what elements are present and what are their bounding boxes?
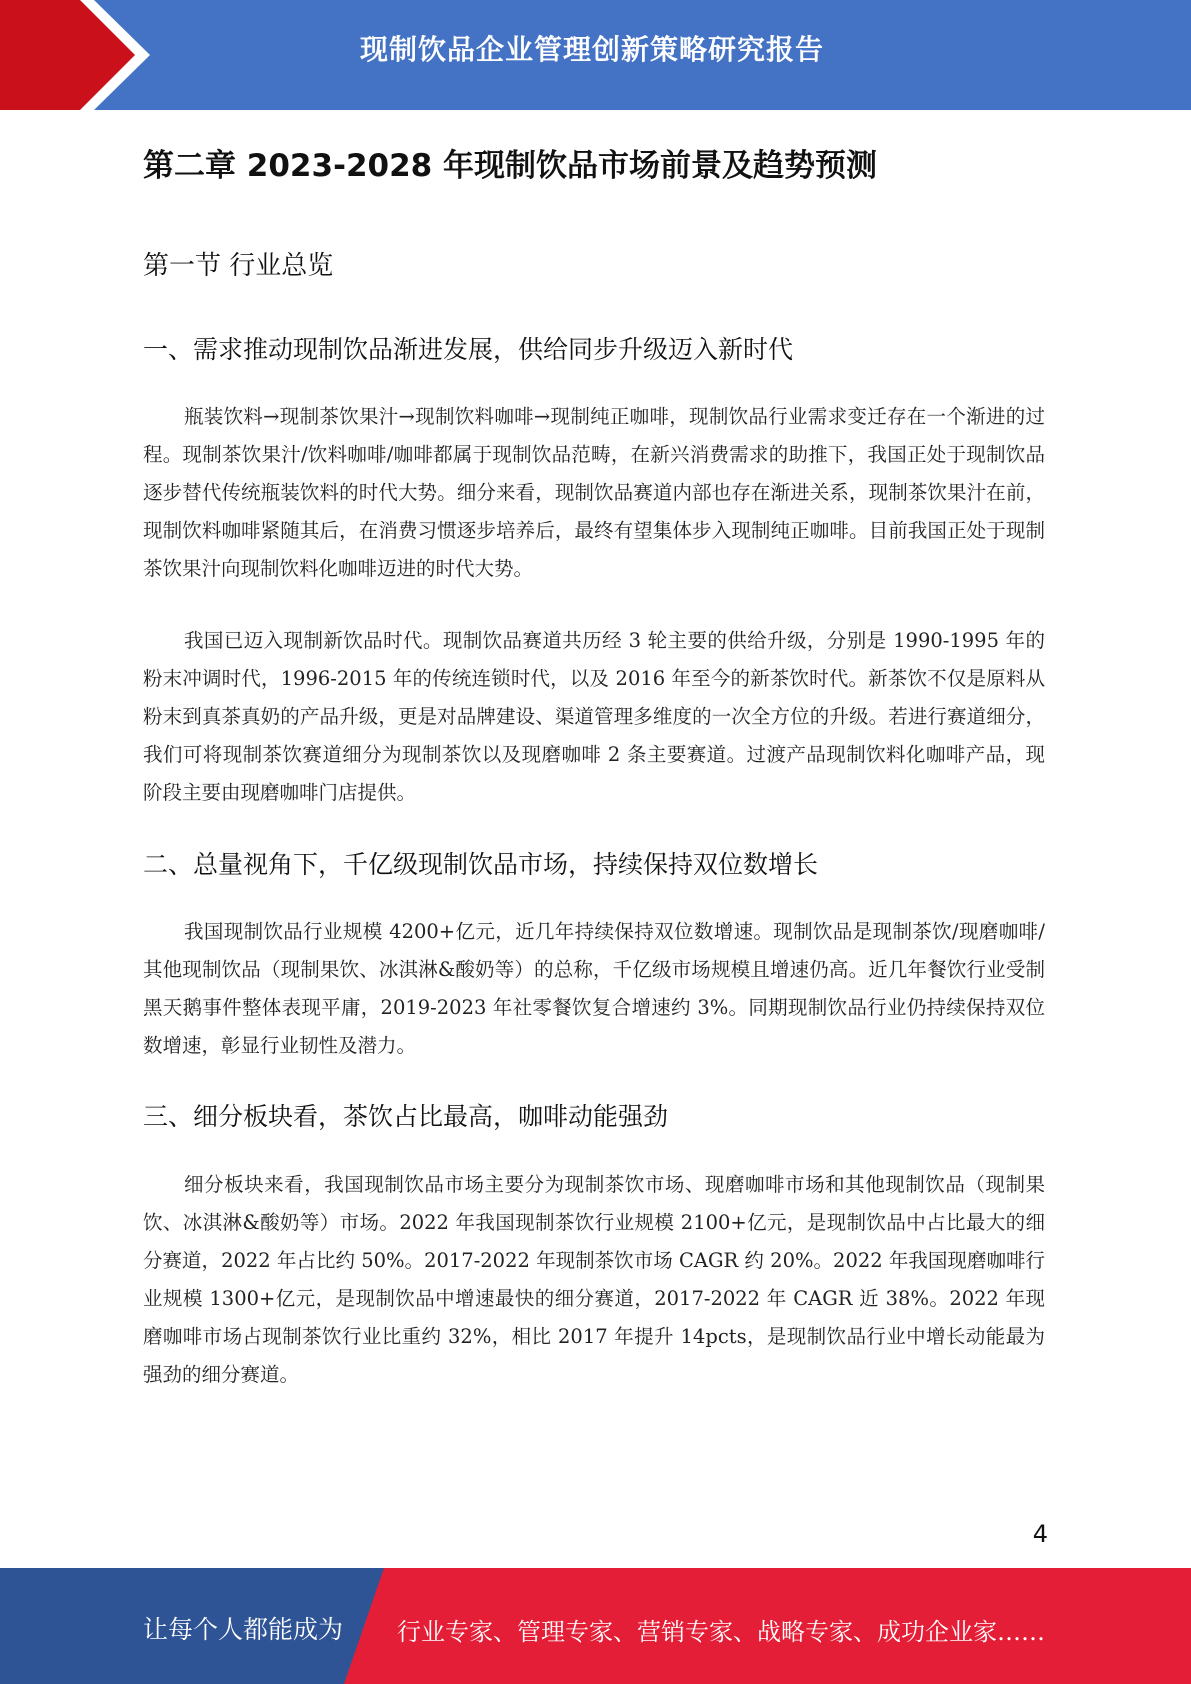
report-title: 现制饮品企业管理创新策略研究报告 (360, 33, 825, 66)
subsection-heading-2: 二、总量视角下，千亿级现制饮品市场，持续保持双位数增长 (143, 850, 819, 879)
page-footer (0, 1568, 1191, 1684)
page-number: 4 (1032, 1520, 1048, 1548)
page-header (0, 0, 1191, 110)
section-title: 第一节 行业总览 (143, 251, 334, 281)
paragraph: 我国已迈入现制新饮品时代。现制饮品赛道共历经 3 轮主要的供给升级，分别是 1990-1995 年的粉末冲调时代，1996-2015 年的传统连锁时代，以及 2016 年至今的新茶饮时代。新茶饮不仅是原料从粉末到真茶真奶的产品升级，更是对品牌建设、渠道管理多维度的一次全方位的升级。若进行赛道细分，我们可将现制茶饮赛道细分为现制茶饮以及现磨咖啡 2 条主要赛道。过渡产品现制饮料化咖啡产品，现阶段主要由现磨咖啡门店提供。 (143, 629, 1045, 804)
header-arrow-icon (0, 0, 140, 110)
subsection-heading-3: 三、细分板块看，茶饮占比最高，咖啡动能强劲 (143, 1102, 669, 1131)
paragraph: 细分板块来看，我国现制饮品市场主要分为现制茶饮市场、现磨咖啡市场和其他现制饮品（现制果饮、冰淇淋&酸奶等）市场。2022 年我国现制茶饮行业规模 2100+亿元，是现制饮品中占比最大的细分赛道，2022 年占比约 50%。2017-2022 年现制茶饮市场 CAGR 约 20%。2022 年我国现磨咖啡行业规模 1300+亿元，是现制饮品中增速最快的细分赛道，2017-2022 年 CAGR 近 38%。2022 年现磨咖啡市场占现制茶饮行业比重约 32%，相比 2017 年提升 14pcts，是现制饮品行业中增长动能最为强劲的细分赛道。 (143, 1173, 1045, 1386)
paragraph: 瓶装饮料→现制茶饮果汁→现制饮料咖啡→现制纯正咖啡，现制饮品行业需求变迁存在一个渐进的过程。现制茶饮果汁/饮料咖啡/咖啡都属于现制饮品范畴，在新兴消费需求的助推下，我国正处于现制饮品逐步替代传统瓶装饮料的时代大势。细分来看，现制饮品赛道内部也存在渐进关系，现制茶饮果汁在前，现制饮料咖啡紧随其后，在消费习惯逐步培养后，最终有望集体步入现制纯正咖啡。目前我国正处于现制茶饮果汁向现制饮料化咖啡迈进的时代大势。 (143, 405, 1045, 580)
subsection-heading-1: 一、需求推动现制饮品渐进发展，供给同步升级迈入新时代 (143, 335, 794, 364)
footer-slogan-right: 行业专家、管理专家、营销专家、战略专家、成功企业家…… (397, 1618, 1045, 1646)
chapter-title: 第二章 2023-2028 年现制饮品市场前景及趋势预测 (143, 148, 878, 184)
footer-slogan-left: 让每个人都能成为 (143, 1615, 344, 1644)
paragraph: 我国现制饮品行业规模 4200+亿元，近几年持续保持双位数增速。现制饮品是现制茶饮/现磨咖啡/其他现制饮品（现制果饮、冰淇淋&酸奶等）的总称，千亿级市场规模且增速仍高。近几年餐饮行业受制黑天鹅事件整体表现平庸，2019-2023 年社零餐饮复合增速约 3%。同期现制饮品行业仍持续保持双位数增速，彰显行业韧性及潜力。 (143, 920, 1045, 1057)
